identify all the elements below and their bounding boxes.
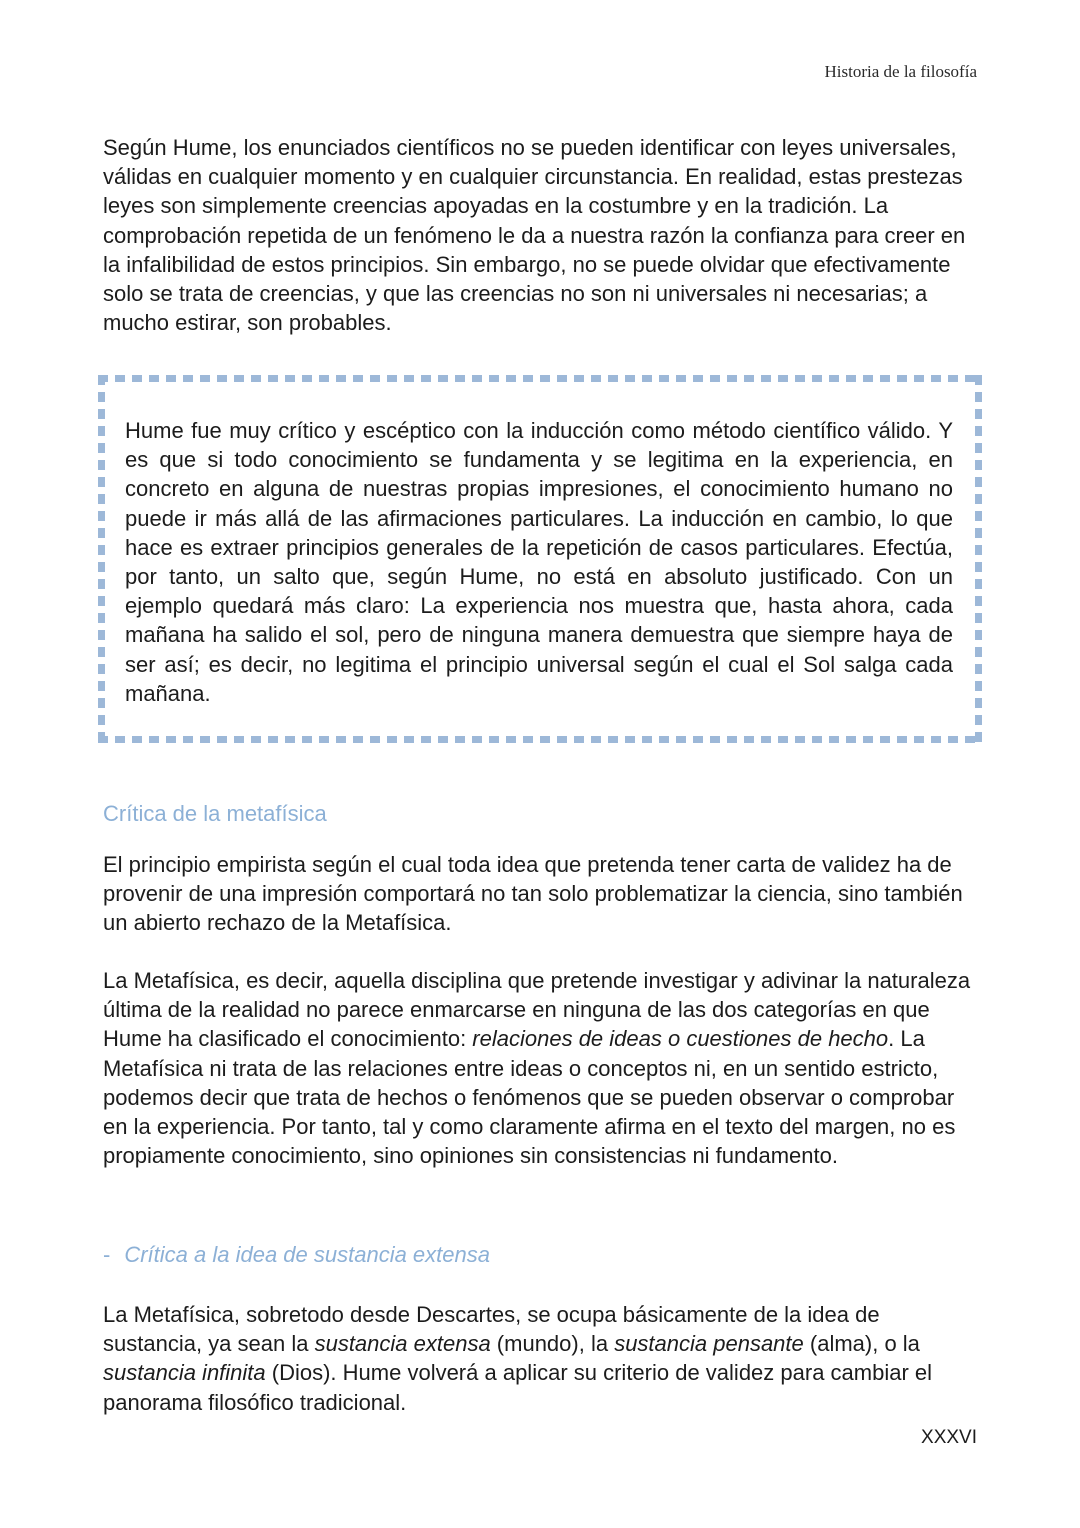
sub-heading <box>103 1242 490 1268</box>
callout-text: Hume fue muy crítico y escéptico con la inducción como método científico válido. Y es que si todo conocimiento se fundamenta y se legitima en la experiencia, en concreto en alguna de nuestras propias impresiones, el conocimiento humano no puede ir más allá de las afirmaciones particulares. La inducción en cambio, lo que hace es extraer principios generales de la repetición de casos particulares. Efectúa, por tanto, un salto que, según Hume, no está en absoluto justificado. Con un ejemplo quedará más claro: La experiencia nos muestra que, hasta ahora, cada mañana ha salido el sol, pero de ninguna manera demuestra que siempre haya de ser así; es decir, no legitima el principio universal según el cual el Sol salga cada mañana. <box>125 418 953 706</box>
emphasis-text: relaciones de ideas o cuestiones de hecho <box>472 1026 889 1052</box>
paragraph-hume-scientific-statements: Según Hume, los enunciados científicos no se pueden identificar con leyes universales, válidas en cualquier momento y en cualquier circunstancia. En realidad, estas prestezas leyes son simplemente creencias apoyadas en la costumbre y en la tradición. La comprobación repetida de un fenómeno le da a nuestra razón la confianza para creer en la infalibilidad de estos principios. Sin embargo, no se puede olvidar que efectivamente solo se trata de creencias, y que las creencias no son ni universales ni necesarias; a mucho estirar, son probables. <box>103 135 966 336</box>
text-run: (alma), o la <box>803 1331 920 1357</box>
paragraph-substance <box>103 1300 983 1417</box>
callout-box <box>98 375 982 743</box>
emphasis-text: sustancia extensa <box>314 1331 491 1357</box>
text-run: (mundo), la <box>490 1331 615 1357</box>
sub-heading-text: Crítica a la idea de sustancia extensa <box>124 1242 490 1267</box>
emphasis-text: sustancia pensante <box>614 1331 804 1357</box>
text-run: . La Metafísica ni trata de las relaciones entre ideas o conceptos ni, en un sentido estricto, podemos decir que trata de hechos o fenómenos que se pueden observar o comprobar en la experiencia. Por tanto, tal y como claramente afirma en el texto del margen, no es propiamente conocimiento, sino opiniones sin consistencias ni fundamento. <box>103 1026 956 1169</box>
text-run: (Dios). Hume volverá a aplicar su criterio de validez para cambiar el panorama filosófico tradicional. <box>103 1360 933 1415</box>
paragraph-empiricist-principle: El principio empirista según el cual toda idea que pretenda tener carta de validez ha de provenir de una impresión comportará no tan solo problematizar la ciencia, sino también un abierto rechazo de la Metafísica. <box>103 852 963 936</box>
running-header: Historia de la filosofía <box>824 62 977 81</box>
text-run: La Metafísica, es decir, aquella disciplina que pretende investigar y adivinar la naturaleza última de la realidad no parece enmarcarse en ninguna de las dos categorías en que Hume ha clasificado el conocimiento: <box>103 968 971 1052</box>
dash-bullet: - <box>103 1242 111 1267</box>
text-run: La Metafísica, sobretodo desde Descartes, se ocupa básicamente de la idea de sustancia, ya sean la <box>103 1302 880 1357</box>
section-heading: Crítica de la metafísica <box>103 801 327 826</box>
emphasis-text: sustancia infinita <box>103 1360 266 1386</box>
paragraph-metaphysics <box>103 966 983 1170</box>
page-number: XXXVI <box>921 1427 977 1448</box>
